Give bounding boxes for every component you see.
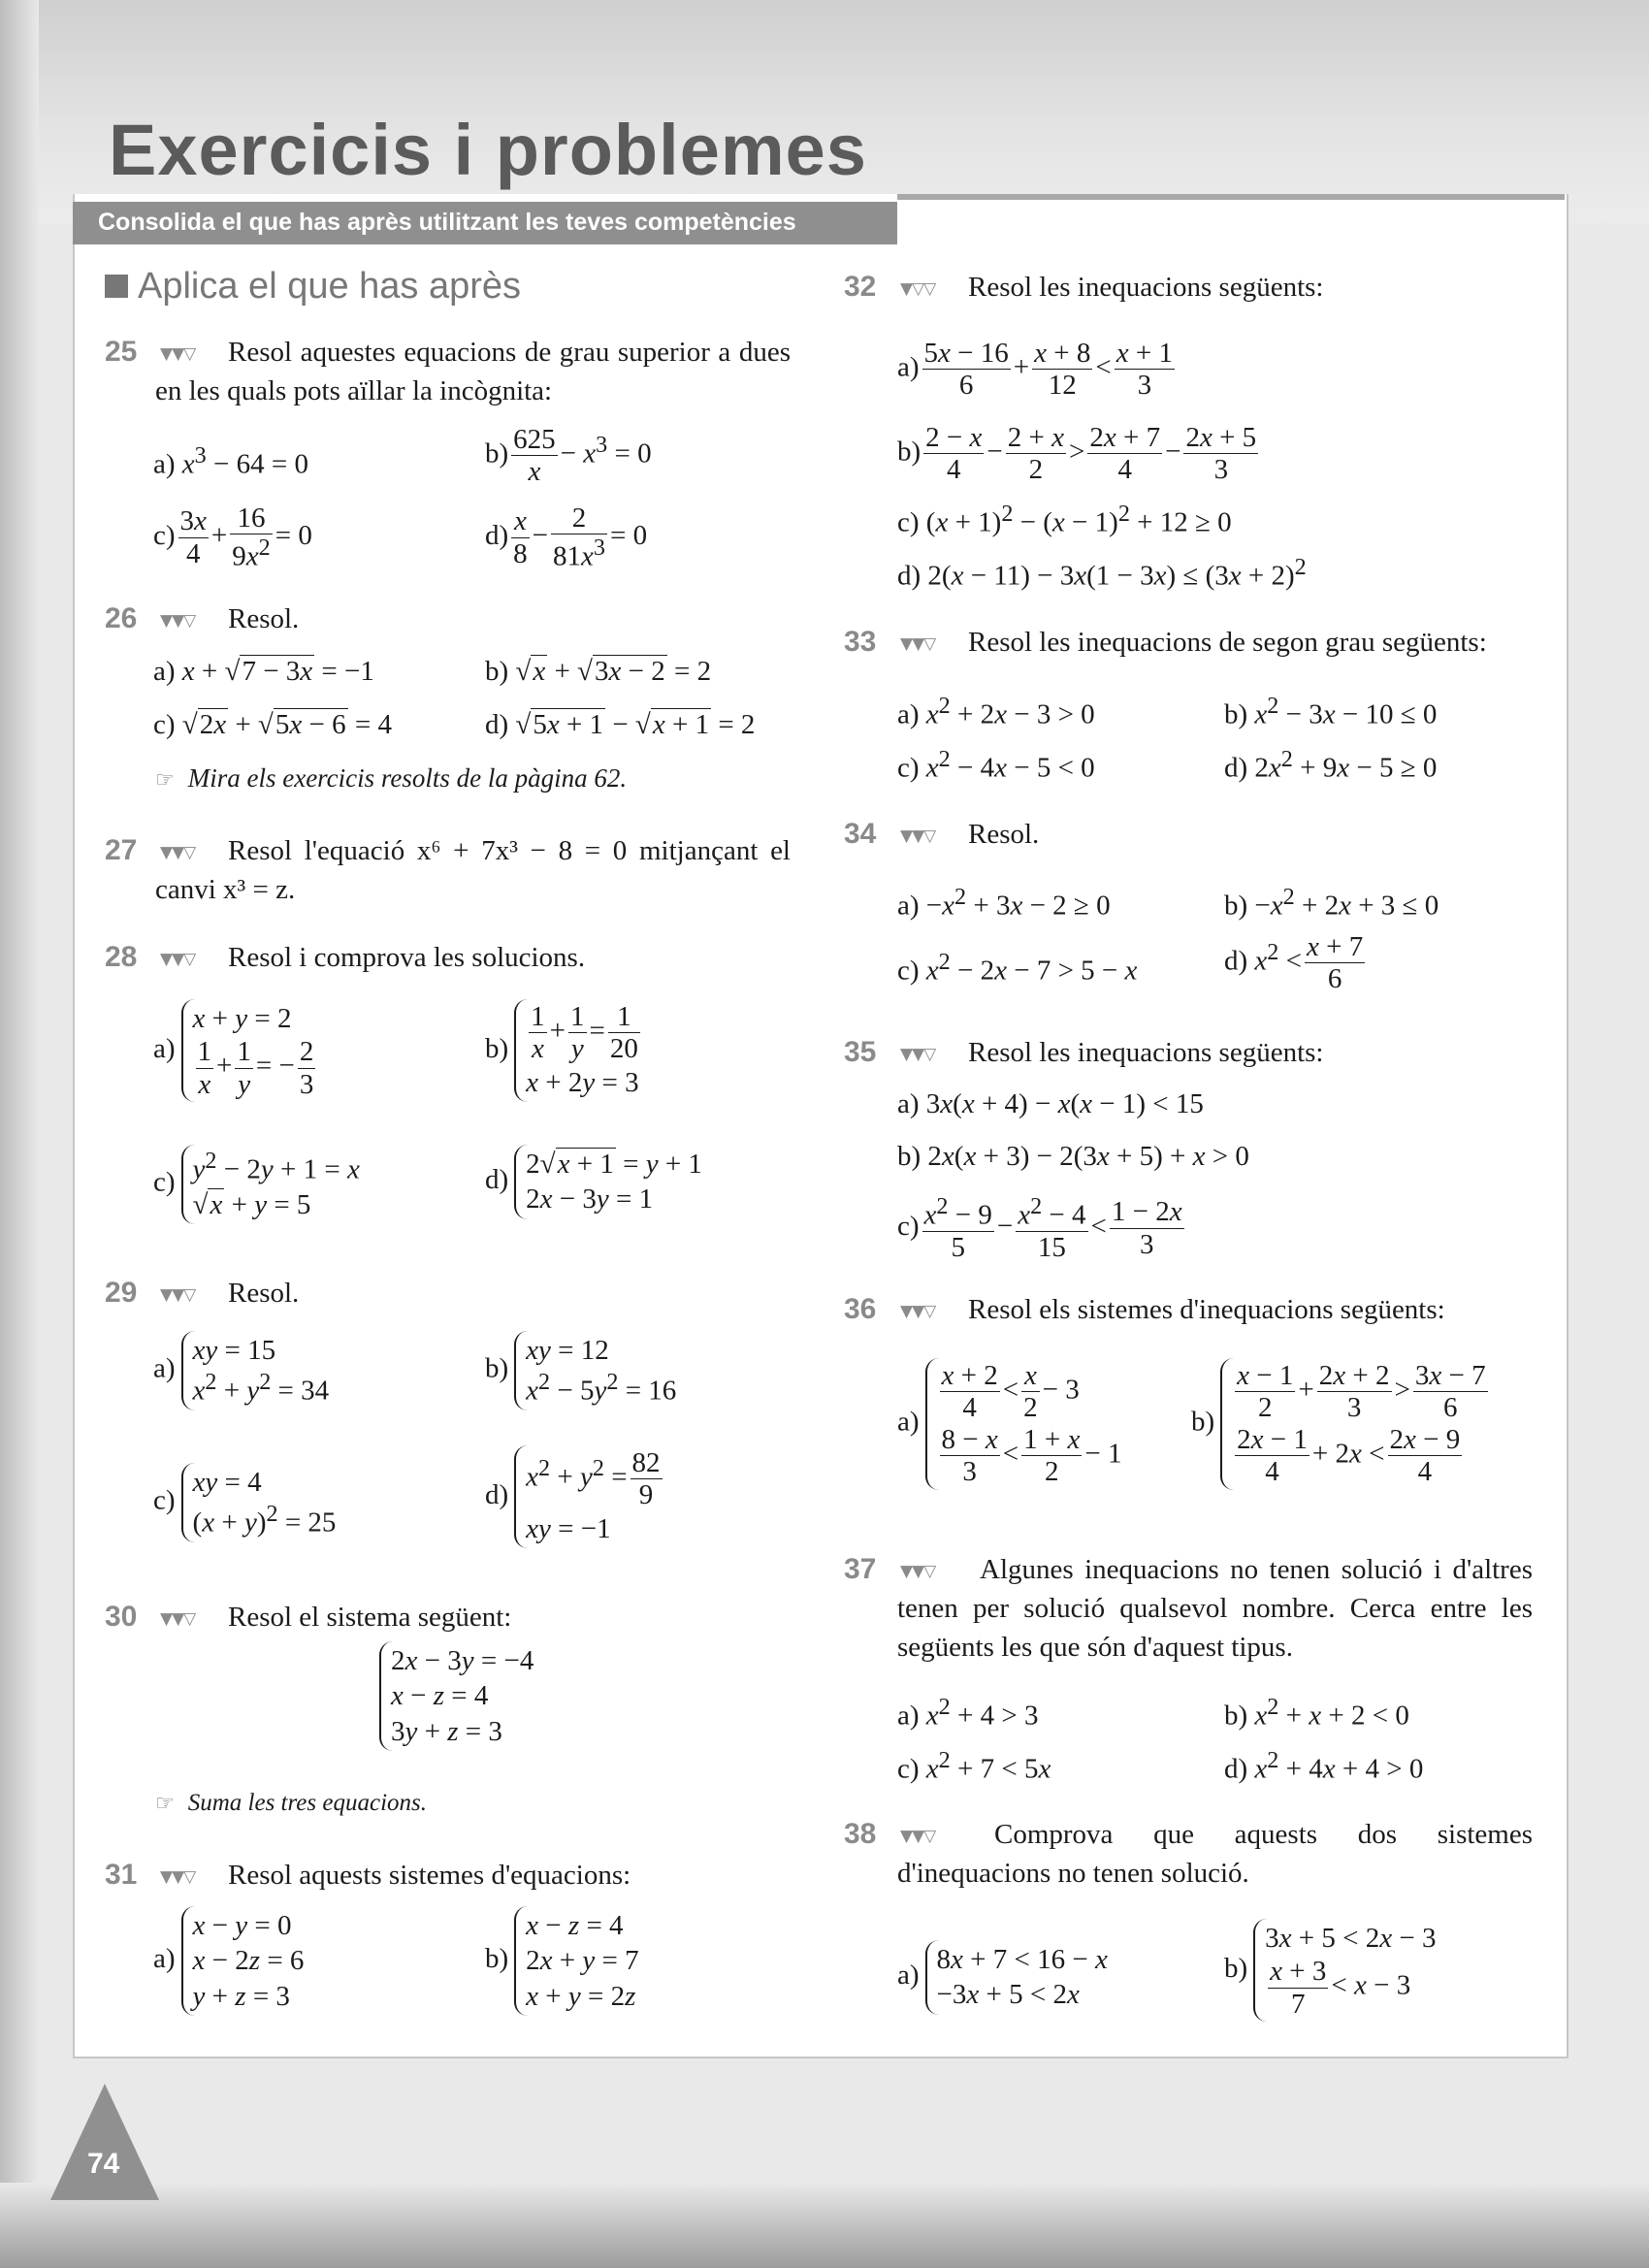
exercise-37-statement: Algunes inequacions no tenen solució i d'altres tenen per solució qualsevol nombre. Cerca entre les següents les que són d'aquest tipus. [897,1554,1533,1663]
difficulty-icon: ▼▼▽ [900,1562,936,1581]
ex29-a: a) xy = 15 $x^2 + y^2 = 34$ [153,1331,329,1410]
ex32-c: c) $(x + 1)^2 - (x - 1)^2 + 12 \ge 0$ [897,501,1232,538]
scan-bottom-shadow [0,2183,1649,2268]
difficulty-icon: ▼▼▽ [160,344,196,364]
ex28-a: a) x + y = 2 $\frac{1}{x}$ + $\frac{1}{y}$ = − $\frac{2}{3}$ [153,999,318,1102]
exercise-28-statement: Resol i comprova les solucions. [228,942,586,973]
exercise-number-35: 35 [844,1036,877,1068]
ex25-c: c) $\frac{3x}{4}$ + $\frac{16}{9x^2}$ = 0 [153,502,312,573]
exercise-number-26: 26 [105,602,138,634]
ex34-d: d) $x^2$ < $\frac{x + 7}{6}$ [1224,931,1364,995]
ex29-d: d) $x^2 + y^2$ = $\frac{82}{9}$ xy = −1 [485,1445,665,1548]
scan-left-shadow [0,0,39,2268]
ex25-d: d) $\frac{x}{8}$ − $\frac{2}{81x^3}$ = 0 [485,502,648,573]
ex37-d: d) $x^2 + 4x + 4 > 0$ [1224,1747,1424,1785]
ex26-a: a) x + √7 − 3x = −1 [153,656,374,687]
ex33-c: c) $x^2 - 4x - 5 < 0$ [897,746,1095,784]
ex26-c: c) √2x + √5x − 6 = 4 [153,709,392,740]
ex38-a: a) 8x + 7 < 16 − x −3x + 5 < 2x [897,1940,1108,2015]
difficulty-icon: ▼▼▽ [900,634,936,654]
exercise-35-statement: Resol les inequacions següents: [968,1037,1324,1068]
exercise-36-statement: Resol els sistemes d'inequacions següents: [968,1294,1445,1325]
ex37-b: b) $x^2 + x + 2 < 0$ [1224,1694,1409,1732]
difficulty-icon: ▼▼▽ [900,1045,936,1064]
exercise-32-statement: Resol les inequacions següents: [968,272,1324,303]
exercise-number-37: 37 [844,1553,877,1585]
header-rule [897,194,1565,200]
ex33-d: d) $2x^2 + 9x - 5 \ge 0$ [1224,746,1438,784]
difficulty-icon: ▼▼▽ [160,1285,196,1305]
exercise-31-statement: Resol aquests sistemes d'equacions: [228,1860,631,1891]
ex34-a: $a) -x^2 + 3x - 2 \ge 0$ [897,884,1111,922]
exercise-number-31: 31 [105,1859,138,1891]
difficulty-icon: ▼▼▽ [160,611,196,631]
ex38-b: b) 3x + 5 < 2x − 3 $\frac{x + 3}{7}$ < x − 3 [1224,1919,1437,2022]
exercise-number-34: 34 [844,818,877,850]
section-title: Aplica el que has après [138,266,522,307]
difficulty-icon: ▼▼▽ [160,1867,196,1887]
exercise-number-27: 27 [105,834,138,866]
exercise-number-30: 30 [105,1601,138,1633]
ex30-system: 2x − 3y = −4 x − z = 4 3y + z = 3 [373,1641,534,1751]
difficulty-icon: ▼▼▽ [900,826,936,846]
exercise-30-hint: ☞ Suma les tres equacions. [155,1790,427,1816]
difficulty-icon: ▼▼▽ [160,843,196,862]
exercise-number-32: 32 [844,271,877,303]
subtitle-bar [73,202,897,244]
ex32-d: d) $2(x - 11) - 3x(1 - 3x) \le (3x + 2)^2$ [897,554,1307,592]
ex25-a: a) $x^3 - 64 = 0$ [153,442,308,480]
exercise-number-29: 29 [105,1277,138,1309]
pointing-hand-icon: ☞ [155,768,175,793]
exercise-26-hint: ☞ Mira els exercicis resolts de la pàgina 62. [155,763,628,793]
page-subtitle: Consolida el que has après utilitzant les teves competències [98,209,796,236]
ex31-a: a) x − y = 0 x − 2z = 6 y + z = 3 [153,1906,304,2016]
ex36-a: a) $\frac{x + 2}{4}$ < $\frac{x}{2}$ − 3 $\frac{8 - x}{3}$ < $\frac{1 + x}{2}$ − 1 [897,1358,1121,1490]
exercise-30-statement: Resol el sistema següent: [228,1602,512,1633]
exercise-number-33: 33 [844,626,877,658]
exercise-number-28: 28 [105,941,138,973]
difficulty-icon: ▼▽▽ [900,279,936,299]
ex26-b: b) √x + √3x − 2 = 2 [485,656,712,687]
section-heading [105,266,521,308]
ex35-c: c) $\frac{x^2 - 9}{5}$ − $\frac{x^2 - 4}{15}$ < $\frac{1 - 2x}{3}$ [897,1193,1182,1264]
square-bullet-icon [105,275,128,298]
ex29-b: b) xy = 12 $x^2 - 5y^2 = 16$ [485,1331,676,1410]
difficulty-icon: ▼▼▽ [160,1609,196,1629]
ex29-c: c) xy = 4 $(x + y)^2 = 25$ [153,1463,336,1542]
ex33-b: b) $x^2 - 3x - 10 \le 0$ [1224,693,1438,730]
ex32-a: a) $\frac{5x - 16}{6}$ + $\frac{x + 8}{12}$ < $\frac{x + 1}{3}$ [897,338,1173,402]
ex35-a: a) 3x(x + 4) − x(x − 1) < 15 [897,1088,1204,1119]
ex34-c: c) $x^2 - 2x - 7 > 5 - x$ [897,949,1138,987]
exercise-number-38: 38 [844,1818,877,1850]
ex26-d: d) √5x + 1 − √x + 1 = 2 [485,709,756,740]
difficulty-icon: ▼▼▽ [160,950,196,969]
page-title: Exercicis i problemes [109,110,867,190]
ex32-b: b) $\frac{2 - x}{4}$ − $\frac{2 + x}{2}$ > $\frac{2x + 7}{4}$ − $\frac{2x + 5}{3}$ [897,422,1257,486]
page-number-tab [50,2084,159,2200]
ex28-d: d) 2√x + 1 = y + 1 2x − 3y = 1 [485,1145,702,1219]
exercise-25-statement: Resol aquestes equacions de grau superior a dues en les quals pots aïllar la incògnita: [155,337,791,406]
ex33-a: a) $x^2 + 2x - 3 > 0$ [897,693,1095,730]
exercise-33-statement: Resol les inequacions de segon grau següents: [968,627,1487,658]
exercise-29-statement: Resol. [228,1278,300,1309]
ex36-b: b) $\frac{x - 1}{2}$ + $\frac{2x + 2}{3}$ > $\frac{3x - 7}{6}$ $\frac{2x - 1}{4}$ + 2x < $\frac{2x - 9}{4}$ [1191,1358,1491,1490]
exercise-number-36: 36 [844,1293,877,1325]
ex37-a: a) $x^2 + 4 > 3$ [897,1694,1039,1732]
exercise-34-statement: Resol. [968,819,1040,850]
exercise-number-25: 25 [105,336,138,368]
ex28-c: c) $y^2 - 2y + 1 = x$ √x + y = 5 [153,1145,360,1224]
pointing-hand-icon: ☞ [155,1792,175,1816]
ex25-b: b) $\frac{625}{x}$ − $x^3 = 0$ [485,424,652,488]
exercise-26-statement: Resol. [228,603,300,634]
page-number: 74 [87,2148,120,2180]
difficulty-icon: ▼▼▽ [900,1827,936,1846]
difficulty-icon: ▼▼▽ [900,1302,936,1321]
ex37-c: c) $x^2 + 7 < 5x$ [897,1747,1051,1785]
exercise-27-statement: Resol l'equació x⁶ + 7x³ − 8 = 0 mitjançant el canvi x³ = z. [155,835,791,905]
ex34-b: $b) -x^2 + 2x + 3 \le 0$ [1224,884,1439,922]
ex31-b: b) x − z = 4 2x + y = 7 x + y = 2z [485,1906,639,2016]
ex35-b: b) 2x(x + 3) − 2(3x + 5) + x > 0 [897,1141,1249,1172]
ex28-b: b) $\frac{1}{x}$ + $\frac{1}{y}$ = $\frac{1}{20}$ x + 2y = 3 [485,999,643,1102]
exercise-38-statement: Comprova que aquests dos sistemes d'inequacions no tenen solució. [897,1819,1533,1889]
